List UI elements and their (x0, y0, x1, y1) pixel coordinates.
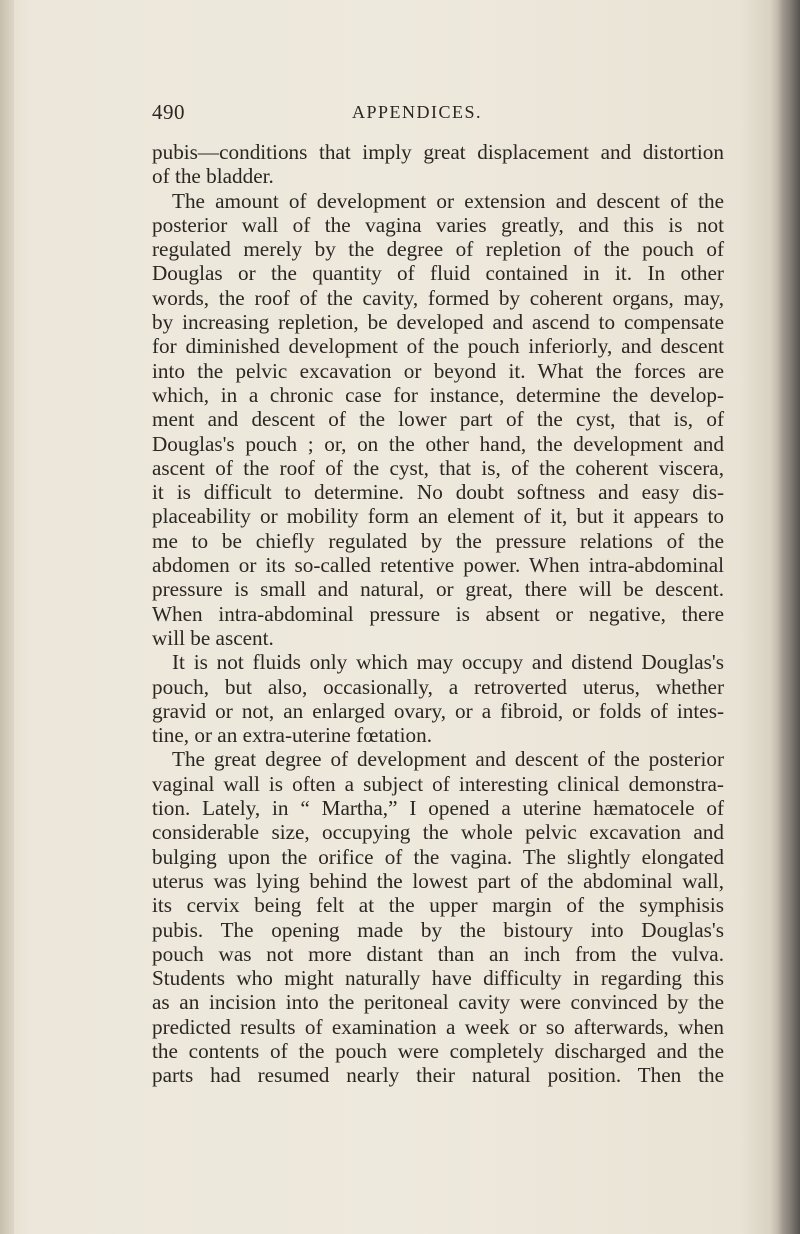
text-line: Douglas or the quantity of fluid contained in it. In other (152, 261, 724, 286)
page-header (152, 100, 722, 130)
text-line: regulated merely by the degree of repletion of the pouch of (152, 237, 724, 262)
text-line: bulging upon the orifice of the vagina. The slightly elongated (152, 844, 724, 869)
text-line: tine, or an extra-uterine fœtation. (152, 723, 433, 748)
text-line: The amount of development or extension and descent of the (172, 188, 724, 213)
text-line: me to be chiefly regulated by the pressure relations of the (152, 528, 724, 553)
text-line: its cervix being felt at the upper margin of the symphisis (152, 893, 724, 918)
text-line: pubis—conditions that imply great displacement and distortion (152, 140, 724, 164)
text-line: words, the roof of the cavity, formed by coherent organs, may, (152, 285, 724, 310)
text-line: into the pelvic excavation or beyond it. What the forces are (152, 358, 724, 383)
text-line: The great degree of development and descent of the posterior (172, 747, 724, 772)
page-left-edge (0, 0, 14, 1234)
text-line: uterus was lying behind the lowest part of the abdominal wall, (152, 868, 724, 893)
text-line: it is difficult to determine. No doubt softness and easy dis- (152, 480, 724, 505)
text-line: Students who might naturally have difficulty in regarding this (152, 966, 724, 991)
text-line: Douglas's pouch ; or, on the other hand, the development and (152, 431, 724, 456)
body-text (152, 140, 724, 1088)
running-head: APPENDICES. (352, 102, 483, 122)
text-line: It is not fluids only which may occupy and distend Douglas's (172, 650, 724, 675)
text-line: by increasing repletion, be developed and ascend to compensate (152, 310, 724, 335)
text-line: the contents of the pouch were completely discharged and the (152, 1038, 724, 1063)
text-line: ment and descent of the lower part of the cyst, that is, of (152, 407, 724, 432)
text-line: pubis. The opening made by the bistoury into Douglas's (152, 917, 724, 942)
text-line: tion. Lately, in “ Martha,” I opened a uterine hæmatocele of (152, 796, 724, 821)
text-line: pouch, but also, occasionally, a retroverted uterus, whether (152, 674, 724, 699)
text-line: predicted results of examination a week or so afterwards, when (152, 1014, 724, 1039)
text-line: pressure is small and natural, or great, there will be descent. (152, 577, 724, 602)
text-line: for diminished development of the pouch inferiorly, and descent (152, 334, 724, 359)
text-line: of the bladder. (152, 164, 274, 189)
text-line: considerable size, occupying the whole pelvic excavation and (152, 820, 724, 845)
text-line: vaginal wall is often a subject of interesting clinical demonstra- (152, 771, 724, 796)
text-line: placeability or mobility form an element of it, but it appears to (152, 504, 724, 529)
text-line: as an incision into the peritoneal cavity were convinced by the (152, 990, 724, 1015)
text-line: When intra-abdominal pressure is absent or negative, there (152, 601, 724, 626)
page-right-edge-shadow (778, 0, 800, 1234)
text-line: posterior wall of the vagina varies greatly, and this is not (152, 212, 724, 237)
text-line: parts had resumed nearly their natural position. Then the (152, 1063, 724, 1088)
text-line: pouch was not more distant than an inch from the vulva. (152, 941, 724, 966)
text-line: abdomen or its so-called retentive power. When intra-abdominal (152, 553, 724, 578)
text-line: ascent of the roof of the cyst, that is, of the coherent viscera, (152, 455, 724, 480)
text-line: gravid or not, an enlarged ovary, or a fibroid, or folds of intes- (152, 698, 724, 723)
page-number: 490 (152, 100, 185, 124)
text-line: which, in a chronic case for instance, determine the develop- (152, 382, 724, 407)
text-line: will be ascent. (152, 625, 274, 650)
